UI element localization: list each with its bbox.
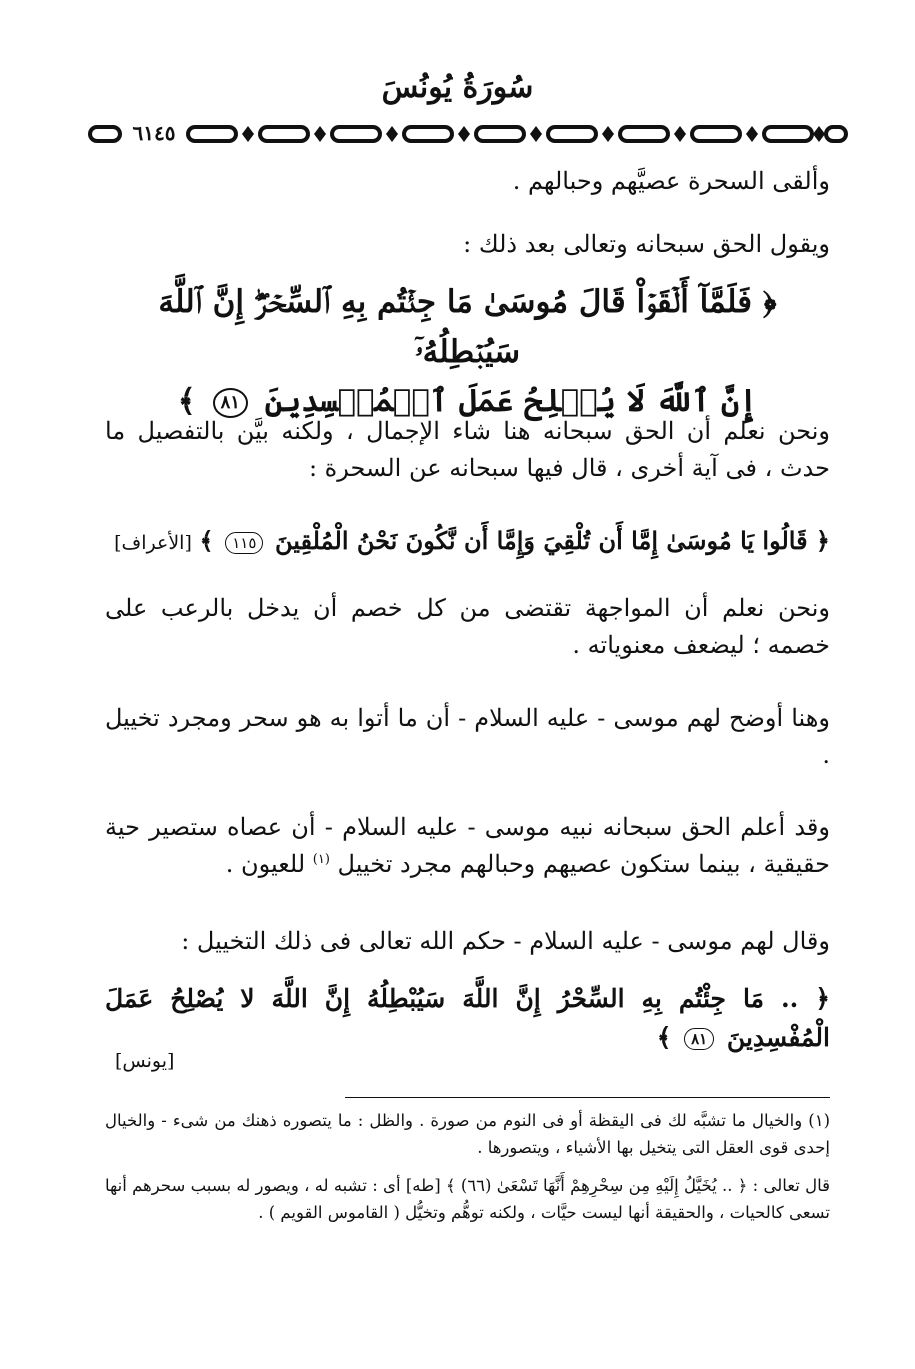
footnote: (١) والخيال ما تشبَّه لك فى اليقظة أو فى النوم من صورة . والظل : ما يتصوره ذهنك من شىء - والخيال إحدى قوى العقل التى يتخيل بها الأشياء ، ويتصورها . [105, 1111, 830, 1157]
paragraph: وهنا أوضح لهم موسى - عليه السلام - أن ما أتوا به هو سحر ومجرد تخييل . [105, 704, 830, 770]
ayah-number: ٨١ [213, 388, 248, 418]
ayah-number: ١١٥ [225, 532, 263, 554]
paragraph: ونحن نعلم أن الحق سبحانه هنا شاء الإجمال ، ولكنه بيَّن بالتفصيل ما حدث ، فى آية أخرى ، قال فيها سبحانه عن السحرة : [105, 417, 830, 483]
verse-line-2-text: إِنَّ ٱللَّهَ لَا يُصۡلِحُ عَمَلَ ٱلۡمُفۡسِدِينَ [264, 383, 758, 420]
paragraph [105, 809, 830, 883]
ornament-bar [88, 123, 848, 145]
verse-close-bracket: ﴾ [199, 526, 214, 555]
verse-text: ﴿ .. مَا جِئْتُم بِهِ السِّحْرُ إِنَّ اللَّهَ سَيُبْطِلُهُ إِنَّ اللَّهَ لا يُصْلِحُ عَمَلَ الْمُفْسِدِينَ [105, 984, 830, 1052]
paragraph-text: للعيون . [225, 850, 306, 879]
footnote-divider [345, 1097, 830, 1098]
verse-close-bracket: ﴾ [656, 1022, 672, 1052]
verse-text: ﴿ قَالُوا يَا مُوسَىٰ إِمَّا أَن تُلْقِيَ وَإِمَّا أَن نَّكُونَ نَحْنُ الْمُلْقِينَ [275, 526, 830, 555]
quran-verse-block [105, 278, 830, 427]
surah-reference: [الأعراف] [114, 532, 192, 554]
verse-close-bracket: ﴾ [177, 383, 196, 420]
inline-verse-block [105, 980, 830, 1058]
surah-title: سُورَةُ يُونُسَ [381, 70, 534, 105]
paragraph: ونحن نعلم أن المواجهة تقتضى من كل خصم أن يدخل بالرعب على خصمه ؛ ليضعف معنوياته . [105, 594, 830, 660]
paragraph-text: وقد أعلم الحق سبحانه نبيه موسى - عليه السلام - أن عصاه ستصير حية حقيقية ، بينما ستكون عصيهم وحبالهم مجرد تخييل [105, 813, 830, 879]
footnote: قال تعالى : ﴿ .. يُخَيَّلُ إِلَيْهِ مِن سِحْرِهِمْ أَنَّهَا تَسْعَىٰ (٦٦) ﴾ [طه] أى : تشبه له ، ويصور له بسبب سحرهم أنها تسعى كالحيات ، والحقيقة أنها ليست حيَّات ، ولكنه توهُّم وتخيُّل ( القاموس القويم ) . [105, 1176, 831, 1222]
paragraph: وألقى السحرة عصيَّهم وحبالهم . [512, 167, 830, 195]
paragraph: ويقول الحق سبحانه وتعالى بعد ذلك : [463, 230, 830, 258]
inline-verse-line [105, 522, 830, 560]
page-number: ٦١٤٥ [122, 121, 186, 145]
footnote-marker: (١) [312, 852, 330, 868]
paragraph: وقال لهم موسى - عليه السلام - حكم الله تعالى فى ذلك التخييل : [181, 927, 830, 955]
surah-reference: [يونس] [115, 1050, 175, 1072]
ayah-number: ٨١ [684, 1028, 714, 1050]
verse-line-1: ﴿ فَلَمَّآ أَلۡقَوۡاْ قَالَ مُوسَىٰ مَا جِئۡتُم بِهِ ٱلسِّحۡرُۖ إِنَّ ٱللَّهَ سَيُبۡطِلُهُۥٓ [158, 284, 777, 370]
